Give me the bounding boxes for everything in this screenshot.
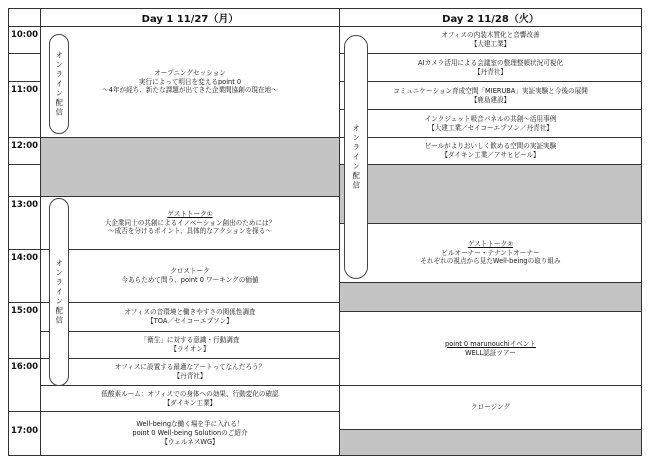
time-slot-half xyxy=(8,53,41,82)
session-text: WELL認証ツアー xyxy=(465,348,516,357)
session-title: ゲストトーク② xyxy=(467,239,514,248)
header-corner xyxy=(8,8,41,27)
session-text: point 0 Well-being Solutionのご紹介 xyxy=(132,429,248,438)
day2-lunch-break xyxy=(339,164,642,224)
session-text: 「衛生」に対する意識・行動調査 xyxy=(140,336,240,345)
session-company: 【TOA／セイコーエプソン】 xyxy=(147,317,233,325)
session-text: オフィスの音環境と働きやすさの関係性調査 xyxy=(124,308,256,317)
session-title: ゲストトーク① xyxy=(167,209,213,218)
day1-cross-talk xyxy=(40,249,340,303)
online-streaming-badge xyxy=(49,34,69,134)
online-streaming-label: オンライン配信 xyxy=(54,50,64,118)
day2-inkjet-session xyxy=(339,109,642,138)
day1-guest-talk xyxy=(40,196,340,250)
session-text: オフィスに設置する最適なアートってなんだろう？ xyxy=(114,363,266,372)
schedule-table xyxy=(8,8,642,456)
session-company: 【丹青社】 xyxy=(474,67,507,76)
day2-marunouchi-event xyxy=(339,311,642,386)
day1-art-session xyxy=(40,358,340,386)
day2-ai-camera-session xyxy=(339,53,642,82)
session-text: 低酸素ルーム：オフィスでの身体への効果、行動変化の確認 xyxy=(101,389,279,398)
session-text: ～成否を分けるポイント、具体的なアクションを探る～ xyxy=(108,227,272,236)
day2-beer-session xyxy=(339,137,642,165)
day1-wellbeing-session xyxy=(40,411,340,456)
time-slot: 15:00 xyxy=(8,302,41,359)
day1-sound-env-session xyxy=(40,302,340,332)
session-text: ～4年が経ち、新たな課題が出てきた企業間協創の現在地～ xyxy=(102,86,278,95)
day2-closing xyxy=(339,385,642,430)
session-company: 【大建工業】 xyxy=(470,40,511,48)
session-title: クロストーク xyxy=(170,267,210,276)
session-text: 大企業同士の共創によるイノベーション創出のためには？ xyxy=(104,218,276,227)
session-text: オフィスの内装木質化と音響改善 xyxy=(441,31,540,40)
day2-guest-talk xyxy=(339,223,642,283)
session-company: 【ライオン】 xyxy=(170,345,210,353)
session-text: 今あらためて問う、point 0 ワーキングの価値 xyxy=(121,276,259,284)
day1-lunch-break xyxy=(40,137,340,197)
session-company: 【鹿島建設】 xyxy=(470,95,511,104)
session-text: ビルオーナー・テナントオーナー xyxy=(441,248,540,257)
session-text: コミュニケーション育成空間「MIERUBA」実証実験と今後の展開 xyxy=(393,86,588,95)
day1-hygiene-session xyxy=(40,331,340,359)
time-slot: 13:00 xyxy=(8,196,41,250)
session-company: 【ダイキン工業／アサヒビール】 xyxy=(441,151,540,159)
session-text: Well-beingな働く場を手に入れる！ xyxy=(136,420,244,429)
session-text: それぞれの視点から見たWell-beingの取り組み xyxy=(420,257,561,266)
day2-header: Day 2 11/28（火） xyxy=(339,8,642,27)
session-title: オープニングセッション xyxy=(154,68,226,77)
session-company: 【ダイキン工業】 xyxy=(163,398,217,407)
day2-interior-session xyxy=(339,26,642,54)
day2-mieruba-session xyxy=(339,81,642,110)
session-company: 【ウェルネスWG】 xyxy=(161,437,219,446)
online-streaming-badge xyxy=(49,198,69,386)
session-company: 【大建工業／セイコーエプソン／丹青社】 xyxy=(428,123,553,132)
session-company: 【丹青社】 xyxy=(173,372,207,380)
online-streaming-badge xyxy=(344,35,368,279)
day1-opening-session xyxy=(40,26,340,138)
session-text: AIカメラ活用による会議室の整理整頓状況可視化 xyxy=(418,58,563,67)
day2-break xyxy=(339,282,642,312)
session-text: インクジェット吸音パネルの共創～活用事例 xyxy=(424,114,557,123)
time-slot: 14:00 xyxy=(8,249,41,303)
online-streaming-label: オンライン配信 xyxy=(351,123,361,191)
session-title: クロージング xyxy=(470,403,511,412)
time-slot: 17:00 xyxy=(8,411,41,456)
day2-end-block xyxy=(339,429,642,456)
session-text: ビールがよりおいしく飲める空間の実証実験 xyxy=(424,142,557,151)
session-title: point 0 marunouchiイベント xyxy=(445,339,536,348)
time-slot-half xyxy=(8,164,41,197)
day1-low-oxygen-session xyxy=(40,385,340,412)
time-slot: 16:00 xyxy=(8,358,41,412)
day1-header: Day 1 11/27（月） xyxy=(40,8,340,27)
time-slot: 12:00 xyxy=(8,137,41,165)
session-text: 実行によって明日を変えるpoint 0 xyxy=(138,77,242,86)
time-slot: 10:00 xyxy=(8,26,41,54)
online-streaming-label: オンライン配信 xyxy=(54,258,64,326)
time-slot: 11:00 xyxy=(8,81,41,138)
